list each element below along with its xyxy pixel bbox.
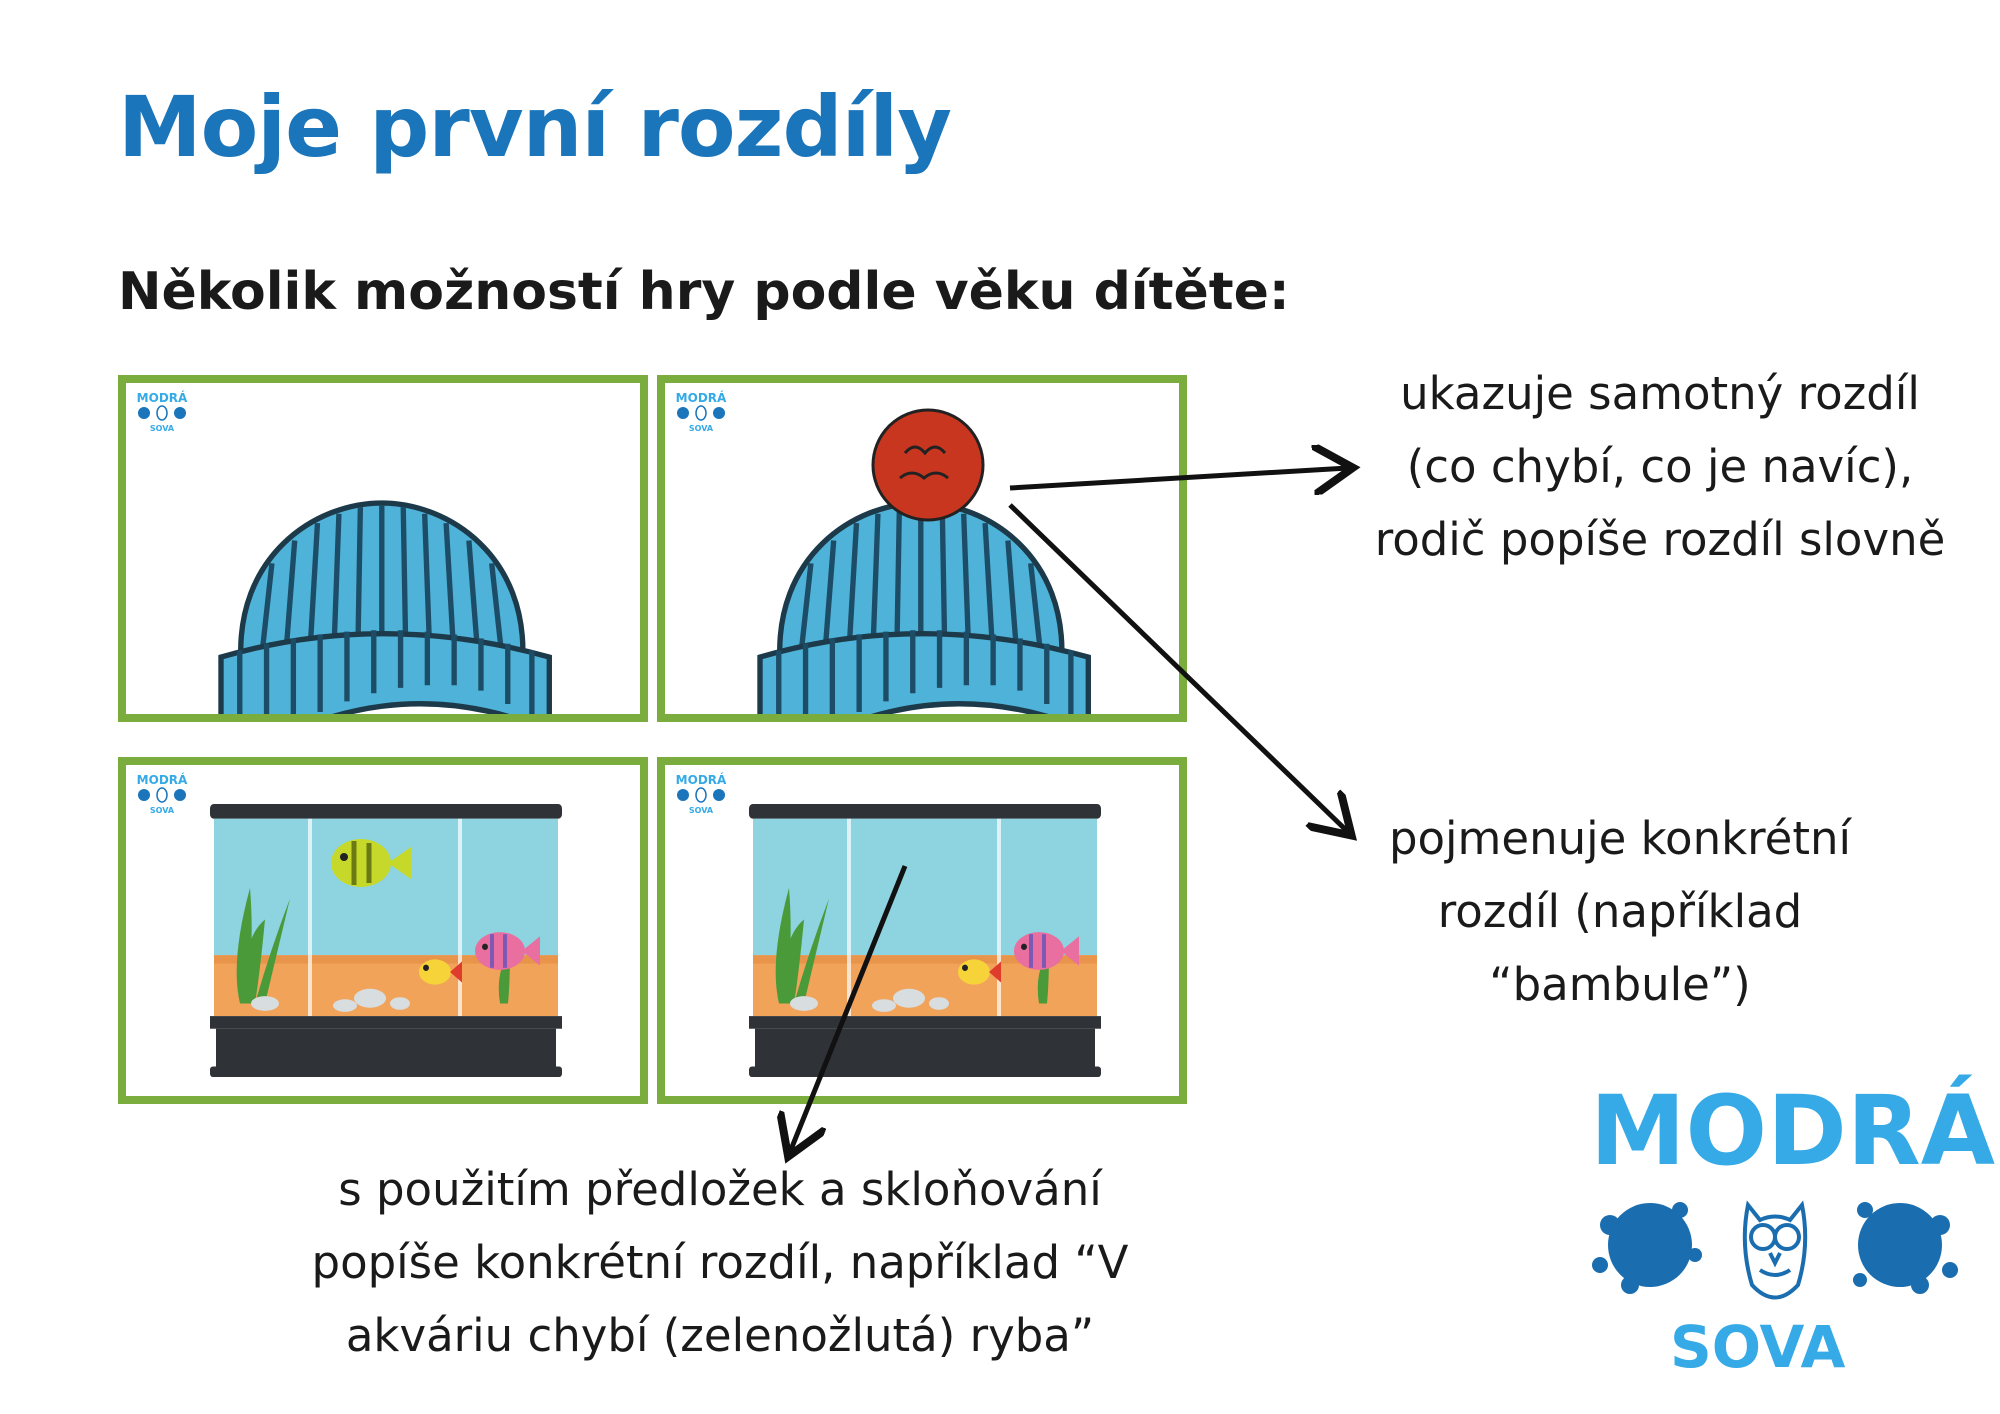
arrow-to-note-3 (790, 866, 905, 1152)
page-title: Moje první rozdíly (118, 78, 951, 176)
note-level-1: ukazuje samotný rozdíl (co chybí, co je navíc), rodič popíše rozdíl slovně (1374, 367, 1946, 566)
owl-icon (1570, 1185, 1990, 1315)
note-level-3: s použitím předložek a skloňování popíše konkrétní rozdíl, například “V akváriu chybí (zelenožlutá) ryba” (311, 1163, 1129, 1362)
note-level-2: pojmenuje konkrétní rozdíl (například “bambule”) (1388, 812, 1852, 1011)
modra-sova-logo (1570, 1075, 1996, 1395)
arrow-to-note-2 (1010, 505, 1348, 832)
brand-name-bottom: SOVA (1670, 1313, 1846, 1381)
page-subtitle: Několik možností hry podle věku dítěte: (118, 262, 1290, 322)
brand-name-top: MODRÁ (1590, 1075, 1996, 1187)
arrow-to-note-1 (1010, 468, 1348, 488)
